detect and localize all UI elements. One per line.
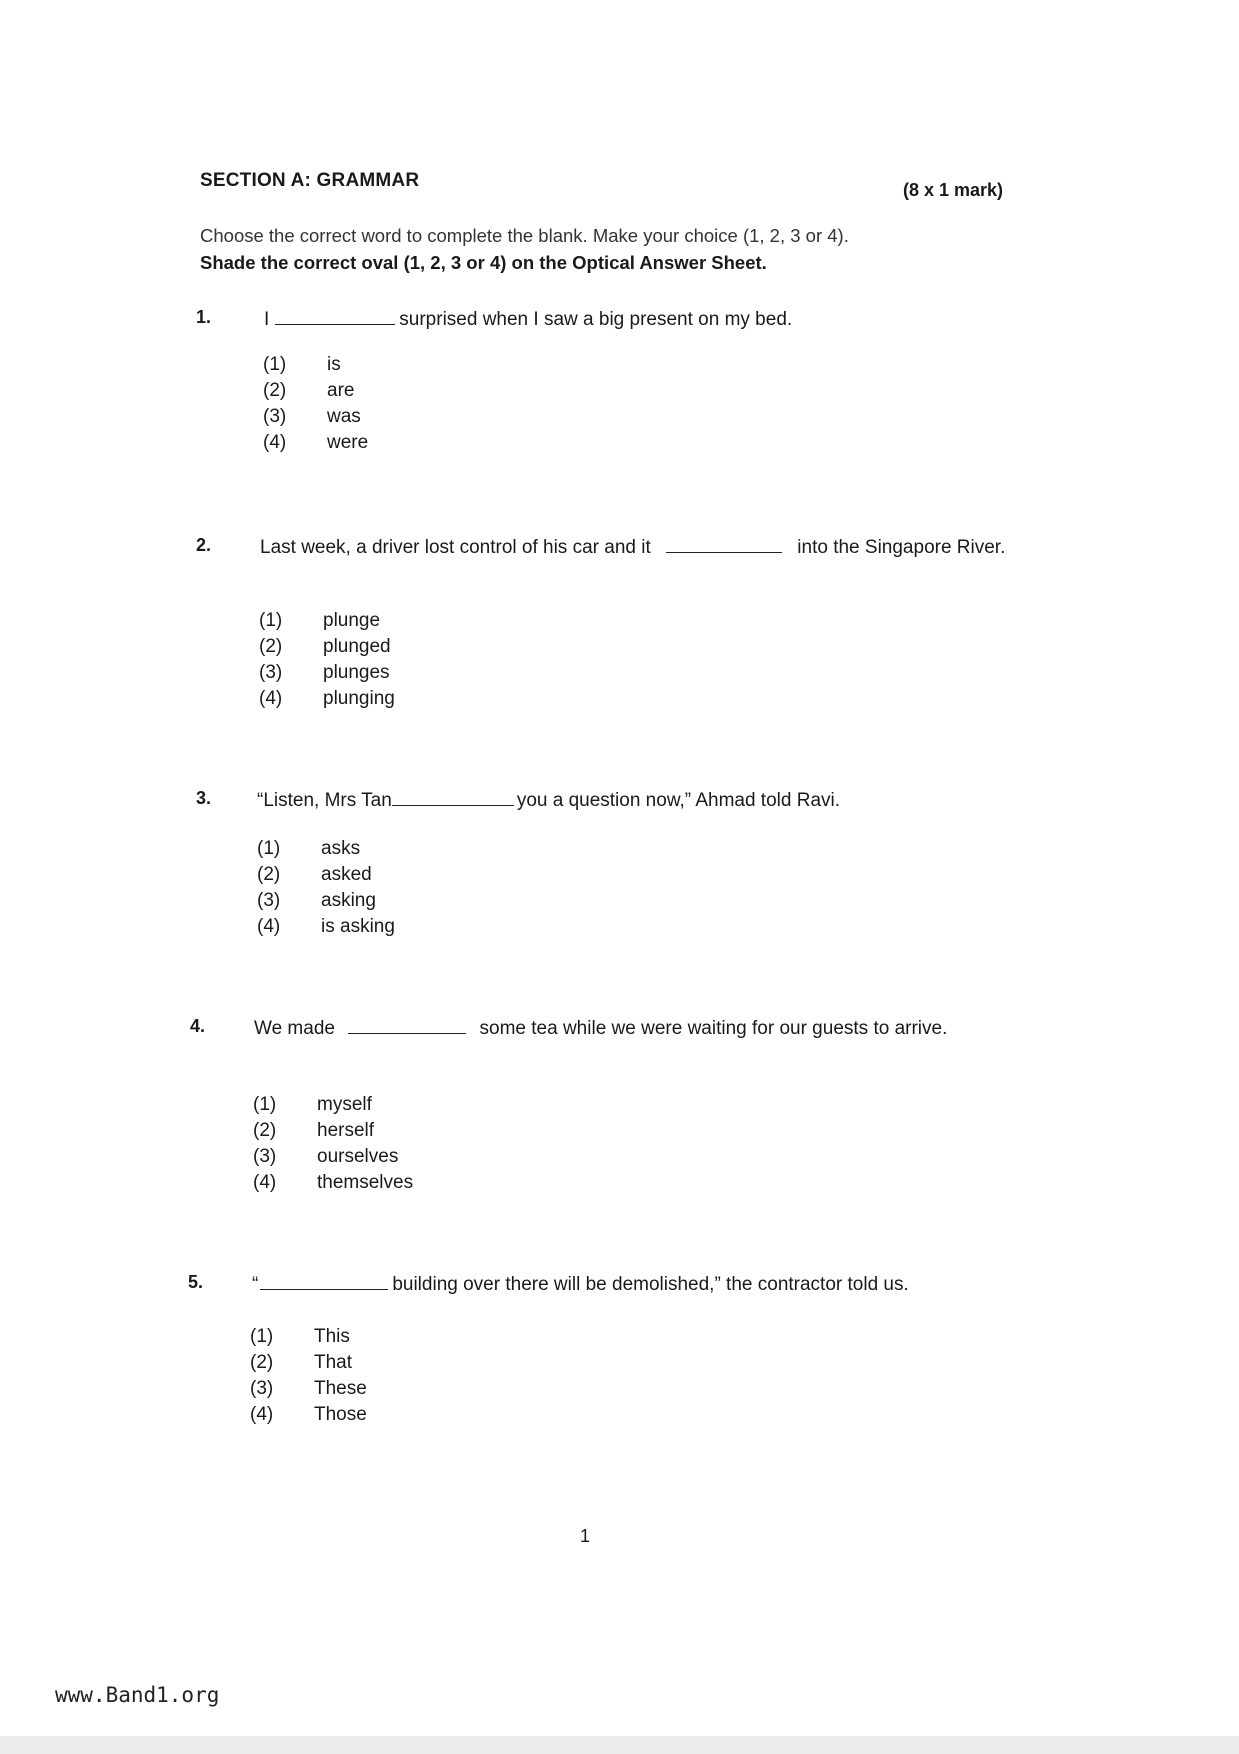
option-number: (2) (263, 380, 287, 401)
question-stem (252, 1272, 1032, 1298)
option-text: This (314, 1326, 350, 1347)
page-number: 1 (580, 1526, 591, 1546)
instruction-line-2: Shade the correct oval (1, 2, 3 or 4) on the Optical Answer Sheet. (200, 252, 767, 273)
question-stem (260, 535, 1028, 561)
option-text: ourselves (317, 1146, 399, 1167)
option-number: (3) (259, 662, 283, 683)
question-stem (254, 1016, 1020, 1042)
option-text: That (314, 1352, 353, 1373)
stem-before: “ (252, 1274, 259, 1295)
option-number: (4) (259, 688, 283, 709)
stem-after: building over there will be demolished,” the contractor told us. (392, 1274, 909, 1295)
option-number: (4) (257, 916, 281, 937)
option-text: asked (321, 864, 372, 885)
stem-before: “Listen, Mrs Tan (257, 790, 392, 811)
option-text: These (314, 1378, 367, 1399)
question-number: 5. (188, 1272, 204, 1292)
option-number: (2) (250, 1352, 274, 1373)
option-text: is (327, 354, 341, 375)
option-text: myself (317, 1094, 372, 1115)
stem-after: into the Singapore River. (797, 537, 1006, 558)
option-number: (1) (257, 838, 281, 859)
stem-after: surprised when I saw a big present on my bed. (399, 309, 793, 330)
answer-blank (392, 804, 514, 806)
option-number: (1) (259, 610, 283, 631)
option-number: (4) (253, 1172, 277, 1193)
question-stem (264, 307, 1034, 333)
option-text: asks (321, 838, 361, 859)
option-number: (2) (253, 1120, 277, 1141)
stem-after: some tea while we were waiting for our guests to arrive. (479, 1018, 948, 1039)
stem-before: I (264, 309, 270, 330)
instruction-line-1: Choose the correct word to complete the blank. Make your choice (1, 2, 3 or 4). (200, 225, 849, 246)
option-number: (4) (263, 432, 287, 453)
option-text: herself (317, 1120, 375, 1141)
option-number: (3) (263, 406, 287, 427)
option-text: plunges (323, 662, 390, 683)
stem-after: you a question now,” Ahmad told Ravi. (516, 790, 841, 811)
answer-blank (348, 1032, 466, 1034)
option-number: (2) (257, 864, 281, 885)
option-number: (4) (250, 1404, 274, 1425)
option-text: asking (321, 890, 376, 911)
answer-blank (275, 323, 395, 325)
option-text: were (327, 432, 369, 453)
option-text: themselves (317, 1172, 414, 1193)
question-number: 2. (196, 535, 212, 555)
option-text: Those (314, 1404, 367, 1425)
instructions (200, 222, 1040, 276)
option-number: (1) (253, 1094, 277, 1115)
option-number: (2) (259, 636, 283, 657)
option-text: are (327, 380, 355, 401)
option-number: (1) (250, 1326, 274, 1347)
option-text: plunged (323, 636, 391, 657)
option-text: plunging (323, 688, 395, 709)
scan-edge (0, 1736, 1239, 1754)
option-text: was (327, 406, 361, 427)
question-number: 4. (190, 1016, 206, 1036)
question-number: 1. (196, 307, 212, 327)
question-number: 3. (196, 788, 212, 808)
option-number: (1) (263, 354, 287, 375)
question-stem (257, 788, 1027, 814)
section-title: SECTION A: GRAMMAR (200, 170, 420, 191)
stem-before: We made (254, 1018, 335, 1039)
answer-blank (260, 1288, 388, 1290)
option-number: (3) (250, 1378, 274, 1399)
footer-url: www.Band1.org (55, 1683, 220, 1707)
option-text: plunge (323, 610, 381, 631)
option-number: (3) (253, 1146, 277, 1167)
marks-allocation: (8 x 1 mark) (903, 180, 1004, 200)
stem-before: Last week, a driver lost control of his car and it (260, 537, 651, 558)
answer-blank (666, 551, 782, 553)
option-number: (3) (257, 890, 281, 911)
option-text: is asking (321, 916, 395, 937)
